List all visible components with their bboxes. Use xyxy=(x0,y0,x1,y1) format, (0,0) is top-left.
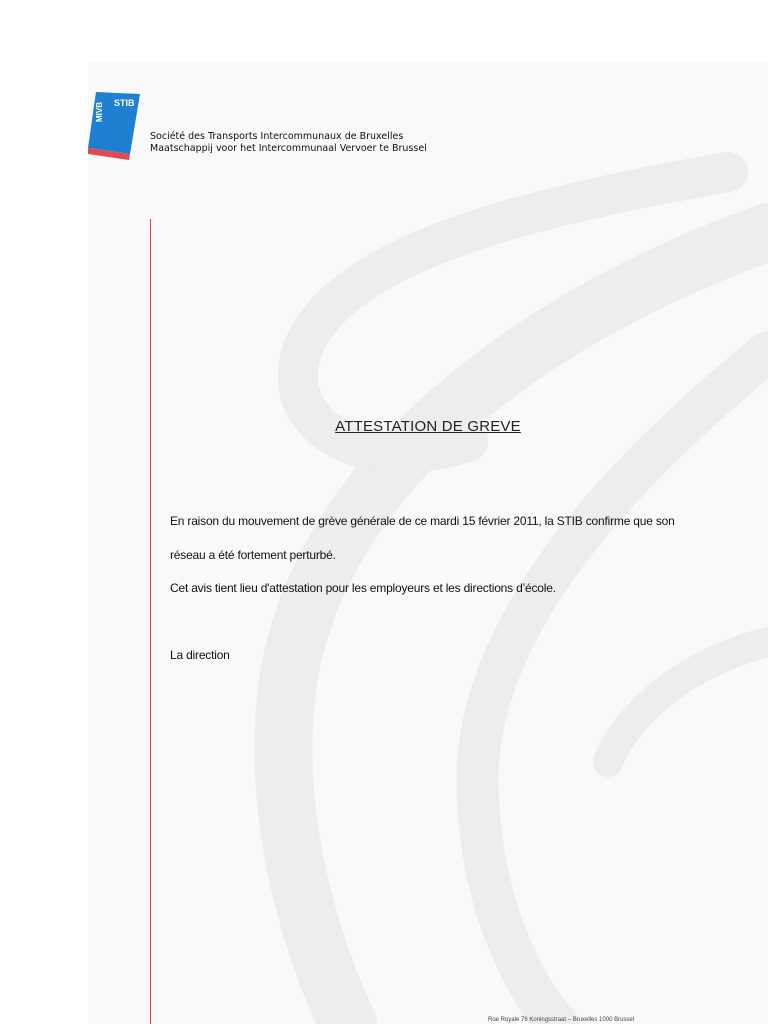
signature: La direction xyxy=(170,648,230,662)
paragraph-2: Cet avis tient lieu d'attestation pour les employeurs et les directions d’école. xyxy=(170,581,556,595)
watermark-swirl xyxy=(88,62,768,1024)
logo-text-mivb: MIVB xyxy=(95,102,104,122)
logo-text-stib: STIB xyxy=(114,98,135,108)
document-page xyxy=(88,62,768,1024)
footer-address: Rue Royale 76 Koningsstraat – Bruxelles 1000 Brussel xyxy=(488,1017,635,1023)
company-name xyxy=(150,131,427,155)
margin-line xyxy=(150,219,151,1024)
paragraph-1-line-1: En raison du mouvement de grève générale de ce mardi 15 février 2011, la STIB confirme que son xyxy=(170,514,675,528)
paragraph-1-line-2: réseau a été fortement perturbé. xyxy=(170,548,336,562)
stib-logo xyxy=(88,92,140,164)
company-name-nl: Maatschappij voor het Intercommunaal Vervoer te Brussel xyxy=(150,143,427,154)
document-title: ATTESTATION DE GREVE xyxy=(335,418,521,435)
company-name-fr: Société des Transports Intercommunaux de Bruxelles xyxy=(150,131,404,142)
